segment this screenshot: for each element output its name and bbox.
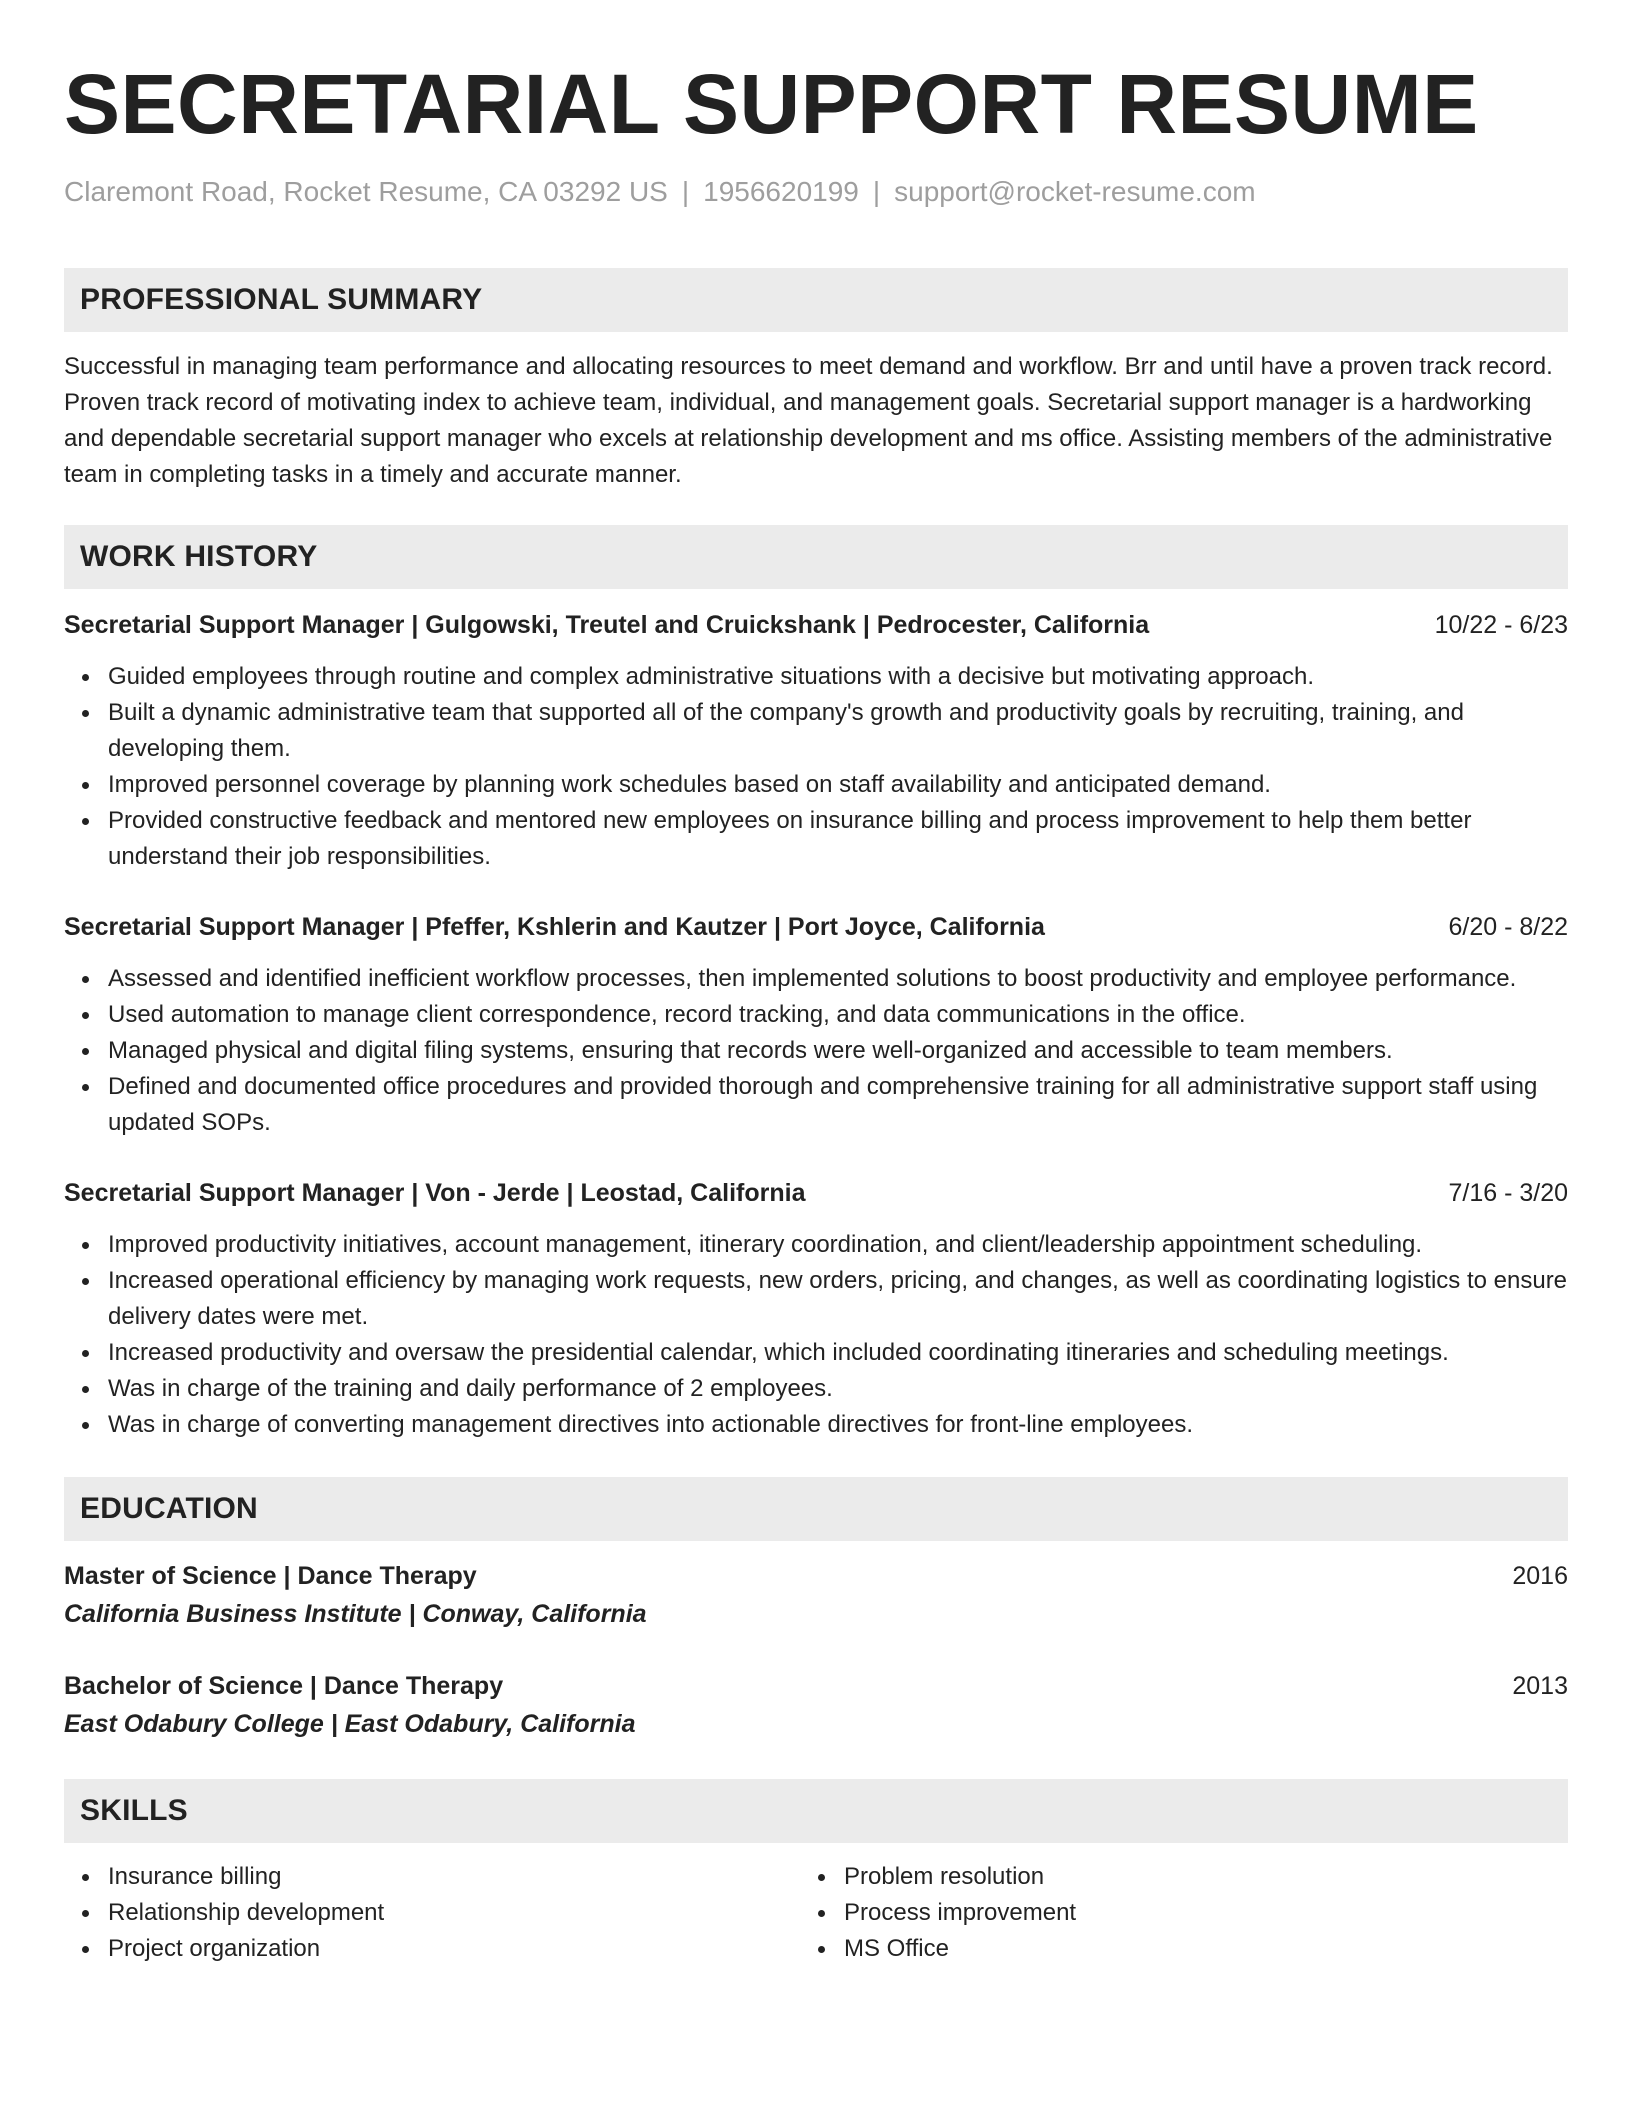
bullet-item: Built a dynamic administrative team that supported all of the company's growth and productivity goals by recruiting, training, and developing them. bbox=[64, 695, 1568, 767]
education-year: 2013 bbox=[1512, 1672, 1568, 1700]
job-header bbox=[64, 607, 1568, 643]
job-title: Secretarial Support Manager | Von - Jerde | Leostad, California bbox=[64, 1179, 806, 1207]
section-title: PROFESSIONAL SUMMARY bbox=[80, 283, 483, 316]
section-header-work-history bbox=[64, 525, 1568, 589]
skills-column-left bbox=[64, 1859, 800, 1967]
contact-line bbox=[64, 174, 1568, 210]
education-degree: Bachelor of Science | Dance Therapy bbox=[64, 1672, 504, 1700]
bullet-item: Defined and documented office procedures and provided thorough and comprehensive training for all administrative support staff using updated SOPs. bbox=[64, 1069, 1568, 1141]
job-bullets bbox=[64, 1227, 1568, 1443]
education-entry bbox=[64, 1667, 1568, 1743]
section-header-education bbox=[64, 1477, 1568, 1541]
skill-item: MS Office bbox=[800, 1931, 1536, 1967]
contact-address: Claremont Road, Rocket Resume, CA 03292 US bbox=[64, 176, 668, 207]
section-title: WORK HISTORY bbox=[80, 540, 318, 573]
contact-email: support@rocket-resume.com bbox=[894, 176, 1256, 207]
bullet-item: Used automation to manage client correspondence, record tracking, and data communications in the office. bbox=[64, 997, 1568, 1033]
skill-item: Project organization bbox=[64, 1931, 800, 1967]
bullet-item: Guided employees through routine and complex administrative situations with a decisive but motivating approach. bbox=[64, 659, 1568, 695]
education-school: East Odabury College | East Odabury, California bbox=[64, 1710, 636, 1738]
job-header bbox=[64, 909, 1568, 945]
bullet-item: Provided constructive feedback and mentored new employees on insurance billing and process improvement to help them better understand their job responsibilities. bbox=[64, 803, 1568, 875]
section-title: EDUCATION bbox=[80, 1492, 258, 1525]
bullet-item: Was in charge of converting management directives into actionable directives for front-line employees. bbox=[64, 1407, 1568, 1443]
education-year: 2016 bbox=[1512, 1562, 1568, 1590]
contact-phone: 1956620199 bbox=[703, 176, 859, 207]
section-header-summary bbox=[64, 268, 1568, 332]
education-entry bbox=[64, 1557, 1568, 1633]
job-entry bbox=[64, 1175, 1568, 1443]
job-bullets bbox=[64, 659, 1568, 875]
skill-item: Problem resolution bbox=[800, 1859, 1536, 1895]
contact-separator: | bbox=[872, 176, 881, 207]
job-dates: 6/20 - 8/22 bbox=[1448, 913, 1568, 941]
summary-text: Successful in managing team performance and allocating resources to meet demand and workflow. Brr and until have a proven track record. Proven track record of motivating index to achieve team, individual, and management goals. Secretarial support manager is a hardworking and dependable secretarial support manager who excels at relationship development and ms office. Assisting members of the administrative team in completing tasks in a timely and accurate manner. bbox=[64, 353, 1553, 488]
education-header bbox=[64, 1667, 1568, 1705]
job-entry bbox=[64, 909, 1568, 1141]
job-header bbox=[64, 1175, 1568, 1211]
education-header bbox=[64, 1557, 1568, 1595]
bullet-item: Was in charge of the training and daily performance of 2 employees. bbox=[64, 1371, 1568, 1407]
job-title: Secretarial Support Manager | Pfeffer, Kshlerin and Kautzer | Port Joyce, California bbox=[64, 913, 1045, 941]
section-title: SKILLS bbox=[80, 1794, 188, 1827]
skills-list bbox=[64, 1859, 1568, 1967]
bullet-item: Increased productivity and oversaw the presidential calendar, which included coordinating itineraries and scheduling meetings. bbox=[64, 1335, 1568, 1371]
bullet-item: Increased operational efficiency by managing work requests, new orders, pricing, and changes, as well as coordinating logistics to ensure delivery dates were met. bbox=[64, 1263, 1568, 1335]
bullet-item: Managed physical and digital filing systems, ensuring that records were well-organized and accessible to team members. bbox=[64, 1033, 1568, 1069]
job-entry bbox=[64, 607, 1568, 875]
job-title: Secretarial Support Manager | Gulgowski, Treutel and Cruickshank | Pedrocester, California bbox=[64, 611, 1150, 639]
job-bullets bbox=[64, 961, 1568, 1141]
education-degree: Master of Science | Dance Therapy bbox=[64, 1562, 477, 1590]
bullet-item: Improved productivity initiatives, account management, itinerary coordination, and client/leadership appointment scheduling. bbox=[64, 1227, 1568, 1263]
job-dates: 10/22 - 6/23 bbox=[1434, 611, 1568, 639]
skill-item: Relationship development bbox=[64, 1895, 800, 1931]
skill-item: Process improvement bbox=[800, 1895, 1536, 1931]
bullet-item: Improved personnel coverage by planning work schedules based on staff availability and anticipated demand. bbox=[64, 767, 1568, 803]
job-dates: 7/16 - 3/20 bbox=[1448, 1179, 1568, 1207]
bullet-item: Assessed and identified inefficient workflow processes, then implemented solutions to boost productivity and employee performance. bbox=[64, 961, 1568, 997]
resume-title: SECRETARIAL SUPPORT RESUME bbox=[64, 57, 1479, 151]
skill-item: Insurance billing bbox=[64, 1859, 800, 1895]
skills-column-right bbox=[800, 1859, 1536, 1967]
section-header-skills bbox=[64, 1779, 1568, 1843]
contact-separator: | bbox=[681, 176, 690, 207]
education-school: California Business Institute | Conway, California bbox=[64, 1600, 647, 1628]
